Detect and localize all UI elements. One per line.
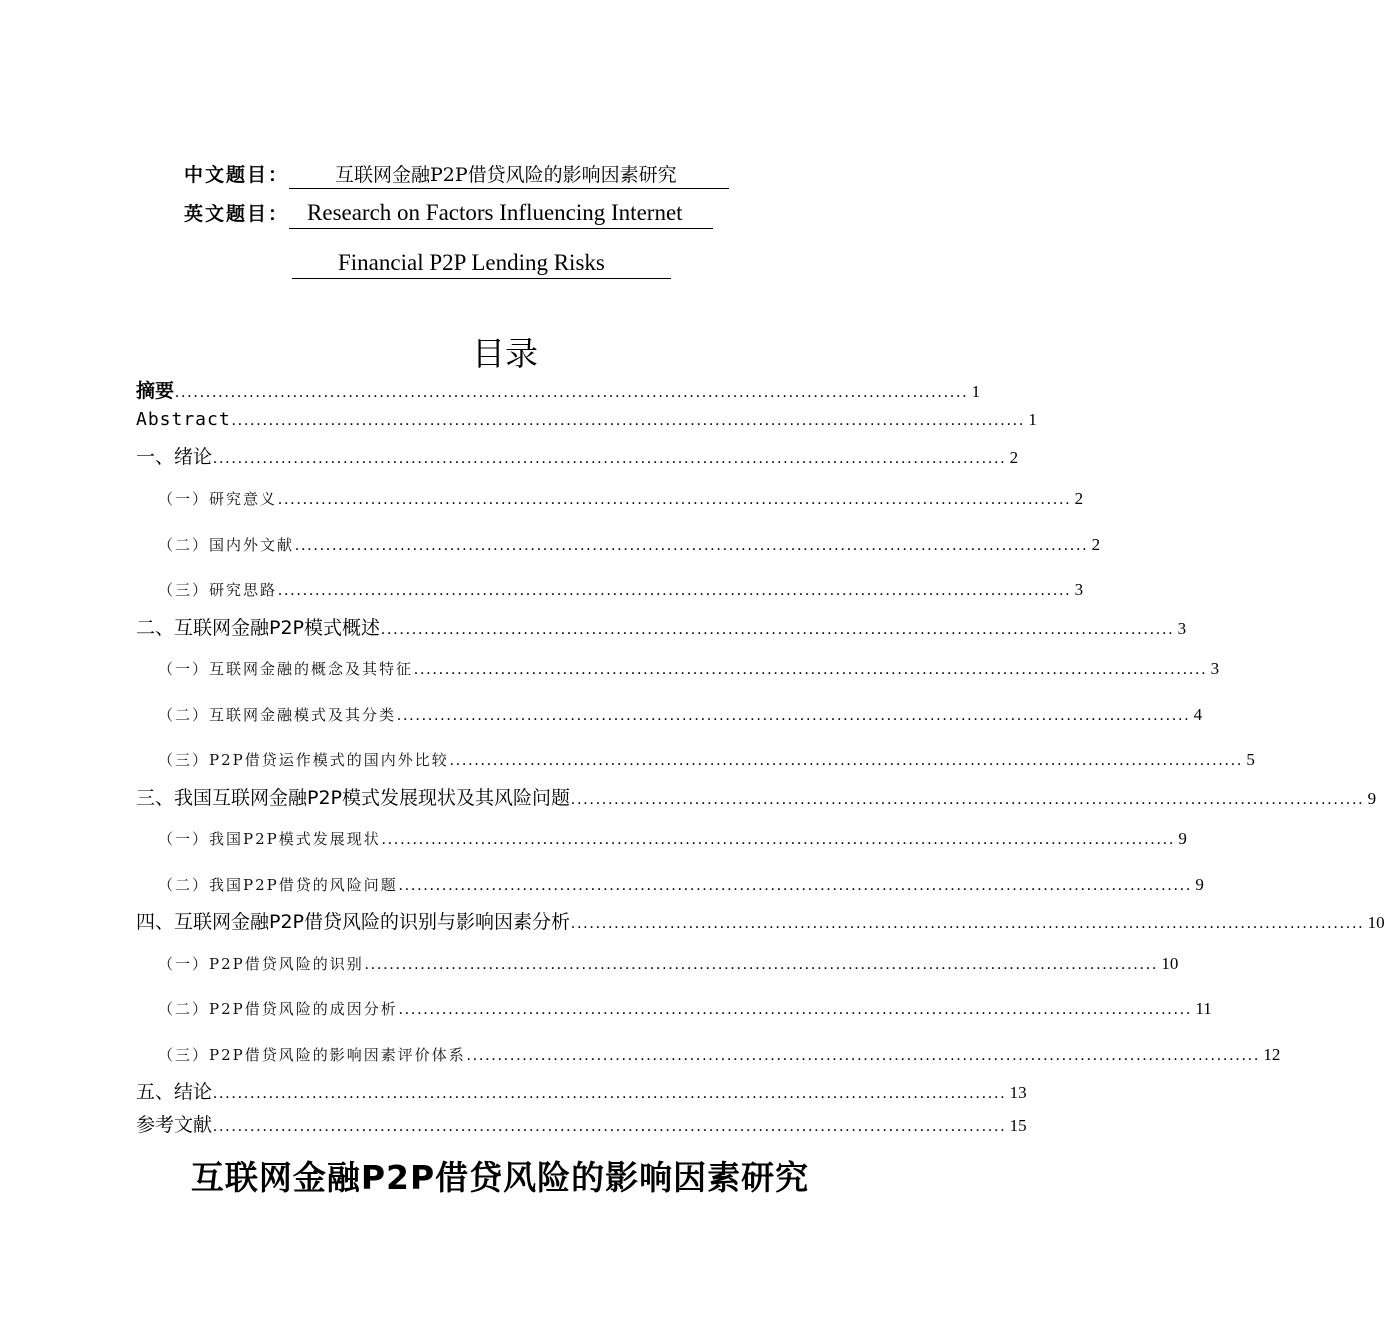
- toc-entry-text: （三）P2P借贷运作模式的国内外比较: [158, 751, 449, 769]
- toc-leader-dots: ................................................................................................................................: [414, 661, 1208, 678]
- toc-entry[interactable]: [158, 874, 1204, 895]
- toc-entry[interactable]: [136, 1110, 1027, 1137]
- body-main-title: 互联网金融P2P借贷风险的影响因素研究: [190, 1158, 810, 1197]
- toc-entry[interactable]: [136, 613, 1187, 640]
- toc-entry[interactable]: [136, 376, 981, 403]
- chinese-title-value: 互联网金融P2P借贷风险的影响因素研究: [289, 162, 729, 189]
- toc-entry-text: Abstract: [136, 409, 231, 430]
- toc-entry-page: 10: [1367, 913, 1385, 932]
- toc-entry-page: 9: [1178, 829, 1187, 848]
- toc-entry-page: 5: [1246, 750, 1255, 769]
- toc-entry-page: 15: [1009, 1116, 1027, 1135]
- toc-entry-text: （一）我国P2P模式发展现状: [158, 830, 381, 848]
- toc-leader-dots: ................................................................................................................................: [398, 1001, 1193, 1018]
- toc-entry[interactable]: [158, 534, 1101, 555]
- toc-leader-dots: ................................................................................................................................: [231, 412, 1026, 429]
- toc-entry-page: 13: [1009, 1083, 1027, 1102]
- toc-entry-text: 摘要: [136, 380, 175, 402]
- toc-leader-dots: ................................................................................................................................: [449, 752, 1244, 769]
- toc-entry-page: 9: [1195, 875, 1204, 894]
- toc-entry[interactable]: [136, 409, 1037, 430]
- toc-entry[interactable]: [136, 783, 1377, 810]
- toc-entry-page: 9: [1367, 789, 1377, 808]
- toc-entry-page: 3: [1074, 580, 1084, 599]
- toc-entry-page: 12: [1263, 1045, 1281, 1064]
- toc-heading: 目录: [472, 334, 538, 373]
- chinese-title-line: [184, 160, 729, 189]
- toc-leader-dots: ................................................................................................................................: [571, 791, 1365, 808]
- toc-entry-page: 1: [1028, 410, 1037, 429]
- toc-entry-page: 11: [1195, 999, 1212, 1018]
- toc-entry-text: （二）互联网金融模式及其分类: [158, 706, 397, 724]
- toc-entry-page: 4: [1193, 705, 1203, 724]
- toc-entry-page: 2: [1074, 489, 1084, 508]
- english-title-line-2: [292, 248, 671, 279]
- toc-entry-page: 2: [1009, 448, 1019, 467]
- toc-entry[interactable]: [136, 1077, 1027, 1104]
- toc-entry-text: 五、结论: [136, 1081, 213, 1103]
- toc-leader-dots: ................................................................................................................................: [295, 537, 1089, 554]
- toc-leader-dots: ................................................................................................................................: [278, 491, 1072, 508]
- toc-entry[interactable]: [158, 704, 1203, 725]
- toc-entry-text: 二、互联网金融P2P模式概述: [136, 617, 381, 639]
- toc-leader-dots: ................................................................................................................................: [397, 707, 1191, 724]
- toc-leader-dots: ................................................................................................................................: [278, 582, 1072, 599]
- toc-leader-dots: ................................................................................................................................: [398, 877, 1193, 894]
- toc-entry[interactable]: [158, 579, 1084, 600]
- toc-entry[interactable]: [158, 658, 1220, 679]
- toc-entry[interactable]: [158, 749, 1255, 770]
- english-title-value-2: Financial P2P Lending Risks: [292, 248, 671, 279]
- toc-leader-dots: ................................................................................................................................: [381, 831, 1176, 848]
- english-title-label: 英文题目：: [184, 203, 290, 225]
- toc-entry-page: 10: [1161, 954, 1179, 973]
- toc-leader-dots: ................................................................................................................................: [381, 621, 1175, 638]
- toc-entry[interactable]: [158, 953, 1179, 974]
- toc-entry[interactable]: [136, 442, 1019, 469]
- toc-entry[interactable]: [136, 907, 1385, 934]
- toc-entry-page: 3: [1177, 619, 1187, 638]
- toc-leader-dots: ................................................................................................................................: [571, 915, 1365, 932]
- english-title-line-1: [184, 198, 713, 229]
- toc-entry-text: （二）国内外文献: [158, 536, 295, 554]
- toc-entry-text: （一）互联网金融的概念及其特征: [158, 660, 414, 678]
- toc-entry-page: 1: [971, 382, 981, 401]
- english-title-value-1: Research on Factors Influencing Internet: [289, 198, 713, 229]
- toc-entry[interactable]: [158, 828, 1187, 849]
- toc-leader-dots: ................................................................................................................................: [364, 956, 1159, 973]
- toc-leader-dots: ................................................................................................................................: [466, 1047, 1261, 1064]
- toc-entry-text: （二）我国P2P借贷的风险问题: [158, 876, 398, 894]
- toc-entry-text: 三、我国互联网金融P2P模式发展现状及其风险问题: [136, 787, 571, 809]
- toc-entry-text: 四、互联网金融P2P借贷风险的识别与影响因素分析: [136, 911, 571, 933]
- toc-leader-dots: ................................................................................................................................: [213, 450, 1007, 467]
- chinese-title-label: 中文题目：: [184, 164, 290, 186]
- toc-entry[interactable]: [158, 1044, 1281, 1065]
- toc-entry-text: （一）P2P借贷风险的识别: [158, 955, 364, 973]
- toc-entry[interactable]: [158, 998, 1212, 1019]
- toc-entry-text: （一）研究意义: [158, 490, 278, 508]
- toc-entry-page: 3: [1210, 659, 1220, 678]
- toc-entry-text: （三）研究思路: [158, 581, 278, 599]
- toc-entry-text: （二）P2P借贷风险的成因分析: [158, 1000, 398, 1018]
- toc-entry-text: 一、绪论: [136, 446, 213, 468]
- toc-leader-dots: ................................................................................................................................: [213, 1085, 1007, 1102]
- toc-entry-text: （三）P2P借贷风险的影响因素评价体系: [158, 1046, 466, 1064]
- toc-entry-page: 2: [1091, 535, 1101, 554]
- toc-entry[interactable]: [158, 488, 1084, 509]
- toc-leader-dots: ................................................................................................................................: [175, 384, 969, 401]
- toc-leader-dots: ................................................................................................................................: [213, 1118, 1007, 1135]
- toc-entry-text: 参考文献: [136, 1114, 213, 1136]
